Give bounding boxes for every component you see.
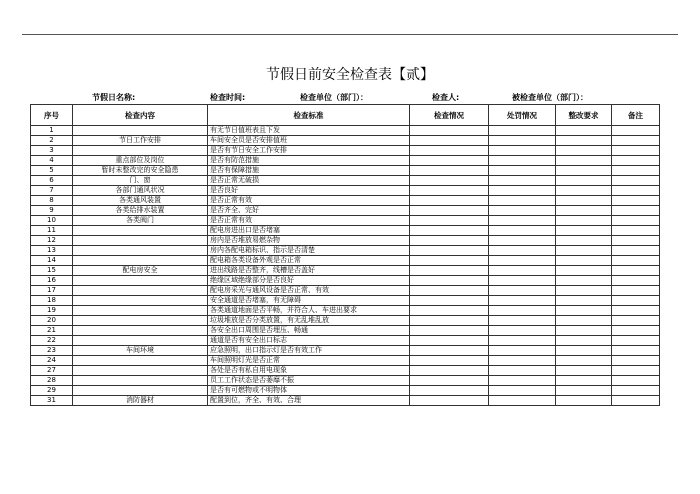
row-remarks [612, 396, 660, 406]
row-standard: 配电房采光与通风设备是否正常、有效 [208, 286, 410, 296]
row-standard: 各类通道地面是否平畅，并符合人、车进出要求 [208, 306, 410, 316]
row-status [410, 146, 489, 156]
row-standard: 应急照明，出口指示灯是否有效工作 [208, 346, 410, 356]
row-standard: 是否有防范措施 [208, 156, 410, 166]
header-remarks: 备注 [612, 105, 660, 126]
row-standard: 垃圾堆放是否分类放置，有无乱堆乱放 [208, 316, 410, 326]
row-remarks [612, 186, 660, 196]
check-unit-label: 检查单位（部门）： [300, 93, 368, 102]
row-status [410, 386, 489, 396]
row-penalty [489, 186, 556, 196]
row-remarks [612, 356, 660, 366]
row-standard: 各处是否有私自用电现象 [208, 366, 410, 376]
table-row [31, 336, 660, 346]
row-content: 暂时未整改完的安全隐患 [73, 166, 208, 176]
row-serial: 31 [31, 396, 73, 406]
row-content: 配电房安全 [73, 266, 208, 276]
row-penalty [489, 366, 556, 376]
row-status [410, 276, 489, 286]
table-row [31, 376, 660, 386]
table-row [31, 306, 660, 316]
row-remarks [612, 266, 660, 276]
row-standard: 配置到位，齐全、有效、合理 [208, 396, 410, 406]
row-content: 节日工作安排 [73, 136, 208, 146]
row-remarks [612, 176, 660, 186]
row-standard: 车间安全员是否安排值班 [208, 136, 410, 146]
row-penalty [489, 236, 556, 246]
row-penalty [489, 156, 556, 166]
row-remarks [612, 276, 660, 286]
row-rectification [556, 276, 612, 286]
row-remarks [612, 306, 660, 316]
table-row [31, 196, 660, 206]
row-serial: 19 [31, 306, 73, 316]
row-standard: 是否有节日安全工作安排 [208, 146, 410, 156]
row-serial: 14 [31, 256, 73, 266]
row-content: 各类给排水装置 [73, 206, 208, 216]
row-standard: 是否有保障措施 [208, 166, 410, 176]
row-content [73, 126, 208, 136]
row-status [410, 186, 489, 196]
row-penalty [489, 176, 556, 186]
row-serial: 29 [31, 386, 73, 396]
row-rectification [556, 336, 612, 346]
row-status [410, 286, 489, 296]
row-status [410, 226, 489, 236]
inspected-unit-label: 被检查单位（部门）： [512, 93, 588, 102]
row-rectification [556, 326, 612, 336]
row-rectification [556, 386, 612, 396]
row-penalty [489, 226, 556, 236]
row-serial: 27 [31, 366, 73, 376]
row-content [73, 226, 208, 236]
row-serial: 28 [31, 376, 73, 386]
row-penalty [489, 396, 556, 406]
row-penalty [489, 386, 556, 396]
row-content: 重点部位及岗位 [73, 156, 208, 166]
row-content: 消防器材 [73, 396, 208, 406]
row-content [73, 276, 208, 286]
row-content: 各类通风装置 [73, 196, 208, 206]
row-standard: 通道是否有安全出口标志 [208, 336, 410, 346]
header-standard: 检查标准 [208, 105, 410, 126]
row-penalty [489, 206, 556, 216]
row-status [410, 236, 489, 246]
row-standard: 房内各配电箱标识、指示是否清楚 [208, 246, 410, 256]
row-rectification [556, 236, 612, 246]
row-serial: 1 [31, 126, 73, 136]
row-penalty [489, 296, 556, 306]
row-remarks [612, 286, 660, 296]
row-serial: 4 [31, 156, 73, 166]
row-rectification [556, 366, 612, 376]
row-penalty [489, 306, 556, 316]
row-content [73, 236, 208, 246]
table-row [31, 386, 660, 396]
row-penalty [489, 356, 556, 366]
row-rectification [556, 306, 612, 316]
header-rectification: 整改要求 [556, 105, 612, 126]
row-rectification [556, 286, 612, 296]
row-penalty [489, 136, 556, 146]
row-penalty [489, 166, 556, 176]
row-penalty [489, 196, 556, 206]
row-content [73, 386, 208, 396]
table-row [31, 286, 660, 296]
row-remarks [612, 296, 660, 306]
row-penalty [489, 326, 556, 336]
row-standard: 进出线路是否整齐，线槽是否盖好 [208, 266, 410, 276]
table-row [31, 316, 660, 326]
row-standard: 安全通道是否堵塞，有无障碍 [208, 296, 410, 306]
row-penalty [489, 256, 556, 266]
row-penalty [489, 266, 556, 276]
row-status [410, 346, 489, 356]
row-serial: 5 [31, 166, 73, 176]
row-serial: 9 [31, 206, 73, 216]
row-rectification [556, 176, 612, 186]
row-content [73, 286, 208, 296]
row-status [410, 356, 489, 366]
row-penalty [489, 346, 556, 356]
row-standard: 房内是否堆放易燃杂物 [208, 236, 410, 246]
row-standard: 绝缘区域绝缘部分是否良好 [208, 276, 410, 286]
row-status [410, 296, 489, 306]
row-penalty [489, 276, 556, 286]
row-content [73, 376, 208, 386]
row-penalty [489, 146, 556, 156]
row-serial: 6 [31, 176, 73, 186]
row-serial: 15 [31, 266, 73, 276]
row-serial: 21 [31, 326, 73, 336]
row-remarks [612, 326, 660, 336]
row-remarks [612, 166, 660, 176]
row-penalty [489, 126, 556, 136]
row-rectification [556, 216, 612, 226]
row-remarks [612, 156, 660, 166]
table-row [31, 226, 660, 236]
row-rectification [556, 356, 612, 366]
row-serial: 13 [31, 246, 73, 256]
row-status [410, 136, 489, 146]
table-row [31, 236, 660, 246]
row-status [410, 256, 489, 266]
row-serial: 20 [31, 316, 73, 326]
row-rectification [556, 396, 612, 406]
header-serial: 序号 [31, 105, 73, 126]
row-remarks [612, 136, 660, 146]
row-rectification [556, 346, 612, 356]
table-row [31, 166, 660, 176]
table-row [31, 186, 660, 196]
row-content [73, 146, 208, 156]
header-status: 检查情况 [410, 105, 489, 126]
row-rectification [556, 226, 612, 236]
table-row [31, 146, 660, 156]
row-content [73, 296, 208, 306]
row-remarks [612, 346, 660, 356]
row-standard: 是否齐全、完好 [208, 206, 410, 216]
row-rectification [556, 206, 612, 216]
row-status [410, 376, 489, 386]
row-content [73, 366, 208, 376]
row-serial: 18 [31, 296, 73, 306]
row-serial: 10 [31, 216, 73, 226]
row-status [410, 176, 489, 186]
row-content: 门、窗 [73, 176, 208, 186]
holiday-name-label: 节假日名称: [92, 93, 136, 102]
row-standard: 员工工作状态是否萎靡不振 [208, 376, 410, 386]
row-status [410, 156, 489, 166]
table-row [31, 206, 660, 216]
row-standard: 是否正常有效 [208, 196, 410, 206]
table-row [31, 346, 660, 356]
row-remarks [612, 146, 660, 156]
table-row [31, 136, 660, 146]
row-serial: 22 [31, 336, 73, 346]
table-row [31, 366, 660, 376]
row-standard: 各安全出口周围是否埋压、畅通 [208, 326, 410, 336]
row-standard: 是否有可燃物或不明物体 [208, 386, 410, 396]
row-content: 各类阀门 [73, 216, 208, 226]
row-remarks [612, 336, 660, 346]
row-content [73, 326, 208, 336]
table-row [31, 266, 660, 276]
row-content [73, 316, 208, 326]
row-standard: 有无节日值班表且下发 [208, 126, 410, 136]
table-row [31, 246, 660, 256]
row-rectification [556, 126, 612, 136]
row-rectification [556, 136, 612, 146]
row-rectification [556, 146, 612, 156]
row-remarks [612, 366, 660, 376]
row-remarks [612, 196, 660, 206]
row-status [410, 166, 489, 176]
row-rectification [556, 266, 612, 276]
row-status [410, 266, 489, 276]
row-status [410, 196, 489, 206]
row-remarks [612, 126, 660, 136]
row-status [410, 216, 489, 226]
row-standard: 是否良好 [208, 186, 410, 196]
table-row [31, 276, 660, 286]
row-penalty [489, 216, 556, 226]
row-remarks [612, 216, 660, 226]
row-remarks [612, 316, 660, 326]
row-status [410, 336, 489, 346]
row-penalty [489, 286, 556, 296]
table-row [31, 176, 660, 186]
row-serial: 7 [31, 186, 73, 196]
row-rectification [556, 186, 612, 196]
row-content [73, 256, 208, 266]
row-rectification [556, 246, 612, 256]
row-remarks [612, 246, 660, 256]
header-row [31, 105, 660, 126]
row-content [73, 246, 208, 256]
header-penalty: 处罚情况 [489, 105, 556, 126]
row-remarks [612, 236, 660, 246]
page-title: 节假日前安全检查表【贰】 [266, 67, 434, 83]
inspector-label: 检查人: [432, 93, 460, 102]
row-standard: 是否正常有效 [208, 216, 410, 226]
table-row [31, 256, 660, 266]
row-penalty [489, 376, 556, 386]
row-serial: 16 [31, 276, 73, 286]
row-rectification [556, 376, 612, 386]
table-row [31, 356, 660, 366]
row-rectification [556, 166, 612, 176]
table-row [31, 396, 660, 406]
row-rectification [556, 316, 612, 326]
row-serial: 11 [31, 226, 73, 236]
row-penalty [489, 316, 556, 326]
row-status [410, 326, 489, 336]
row-rectification [556, 296, 612, 306]
row-serial: 12 [31, 236, 73, 246]
row-remarks [612, 376, 660, 386]
table-row [31, 216, 660, 226]
row-rectification [556, 256, 612, 266]
row-standard: 配电房进出口是否堵塞 [208, 226, 410, 236]
row-standard: 配电箱各类设备外观是否正常 [208, 256, 410, 266]
row-remarks [612, 256, 660, 266]
row-status [410, 206, 489, 216]
table-row [31, 296, 660, 306]
row-status [410, 126, 489, 136]
table-row [31, 156, 660, 166]
row-serial: 17 [31, 286, 73, 296]
row-remarks [612, 206, 660, 216]
row-content: 车间环境 [73, 346, 208, 356]
table-row [31, 126, 660, 136]
row-content: 各部门通风状况 [73, 186, 208, 196]
row-standard: 是否正常无破损 [208, 176, 410, 186]
row-content [73, 356, 208, 366]
top-rule [22, 34, 678, 35]
row-status [410, 316, 489, 326]
row-status [410, 306, 489, 316]
row-remarks [612, 386, 660, 396]
row-status [410, 246, 489, 256]
row-penalty [489, 246, 556, 256]
row-penalty [489, 336, 556, 346]
row-content [73, 306, 208, 316]
header-content: 检查内容 [73, 105, 208, 126]
row-serial: 24 [31, 356, 73, 366]
check-time-label: 检查时间: [210, 93, 246, 102]
row-serial: 8 [31, 196, 73, 206]
row-status [410, 396, 489, 406]
table-row [31, 326, 660, 336]
row-rectification [556, 196, 612, 206]
row-serial: 3 [31, 146, 73, 156]
row-standard: 车间照明灯光是否正常 [208, 356, 410, 366]
row-remarks [612, 226, 660, 236]
row-content [73, 336, 208, 346]
row-status [410, 366, 489, 376]
row-rectification [556, 156, 612, 166]
inspection-table [30, 104, 660, 406]
row-serial: 2 [31, 136, 73, 146]
row-serial: 23 [31, 346, 73, 356]
